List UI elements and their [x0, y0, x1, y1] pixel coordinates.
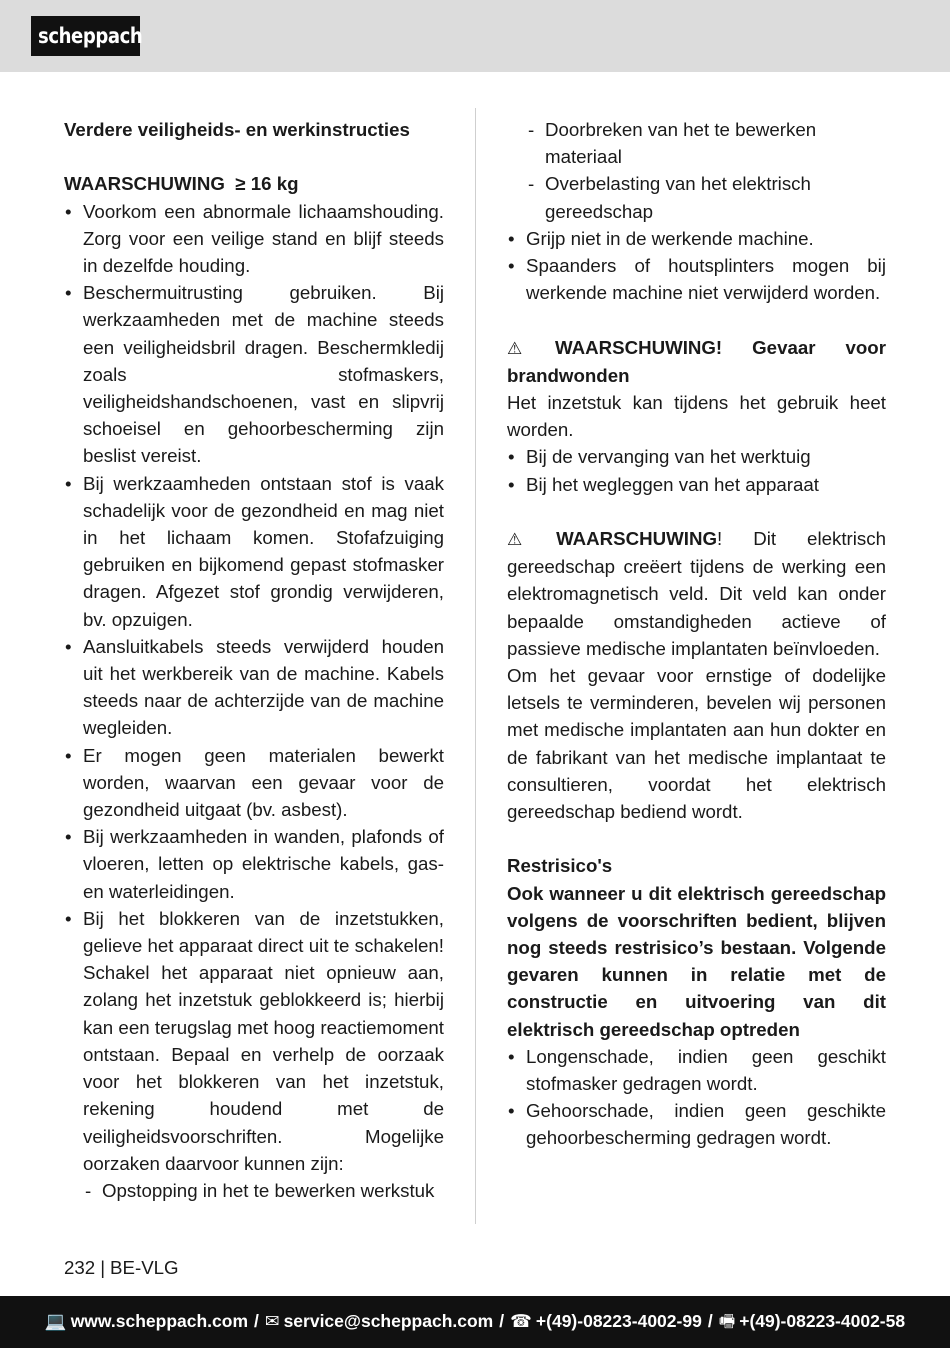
burn-bullet-list	[507, 443, 886, 497]
list-item: • Bij werkzaamheden in wanden, plafonds of vloeren, letten op elektrische kabels, gas- en waterleidingen.	[64, 823, 444, 905]
list-item: • Bij het blokkeren van de inzetstukken, gelieve het apparaat direct uit te schakelen! Schakel het apparaat niet opnieuw aan, zolang het inzetstuk geblokkeerd is; hierbij kan een terugslag met hoog reactiemoment ontstaan. Bepaal en verhelp de oorzaak voor het blokkeren van het inzetstuk, rekening houdend met de veiligheidsvoorschriften. Mogelijke oorzaken daarvoor kunnen zijn:	[64, 905, 444, 1177]
list-item: - Opstopping in het te bewerken werkstuk	[83, 1177, 444, 1204]
fax-number: +(49)-08223-4002-58	[739, 1311, 906, 1331]
section-heading: Verdere veiligheids- en werkinstructies	[64, 119, 410, 140]
list-item: • Spaanders of houtsplinters mogen bij werkende machine niet verwijderd worden.	[507, 252, 886, 306]
page-number: 232 | BE-VLG	[64, 1257, 179, 1278]
list-item: • Er mogen geen materialen bewerkt worden, waarvan een gevaar voor de gezondheid uitgaat (bv. asbest).	[64, 742, 444, 824]
left-column	[64, 116, 444, 1204]
safety-bullet-list-continued	[507, 225, 886, 307]
burn-warning-text: Het inzetstuk kan tijdens het gebruik heet worden.	[507, 392, 886, 441]
page-footer: 💻 www.scheppach.com / ✉ service@scheppach.com / ☎ +(49)-08223-4002-99 / 🖷 +(49)-08223-4002-58	[0, 1296, 950, 1348]
warning-weight-title: WAARSCHUWING ≥ 16 kg	[64, 173, 299, 195]
list-item: • Bij de vervanging van het werktuig	[507, 443, 886, 470]
fax-icon: 🖷	[718, 1311, 736, 1331]
website-link[interactable]: www.scheppach.com	[70, 1311, 249, 1331]
list-item: • Aansluitkabels steeds verwijderd houden uit het werkbereik van de machine. Kabels steeds naar de achterzijde van de machine wegleiden.	[64, 633, 444, 742]
em-warning-advice: Om het gevaar voor ernstige of dodelijke letsels te verminderen, bevelen wij personen met medische implantaten aan hun dokter en de fabrikant van het medische implantaat te consultieren, voordat het elektrisch gereedschap bediend wordt.	[507, 665, 886, 823]
warning-triangle-icon: ⚠	[507, 530, 549, 550]
list-item: • Beschermuitrusting gebruiken. Bij werkzaamheden met de machine steeds een veiligheidsbril dragen. Beschermkledij zoals stofmaskers, veiligheidshandschoenen, vast en slipvrij schoeisel en gehoorbescherming zijn beslist vereist.	[64, 279, 444, 469]
burn-warning-title: ⚠ WAARSCHUWING! Gevaar voor brandwonden	[507, 336, 886, 386]
page-header	[0, 0, 950, 72]
computer-icon: 💻	[44, 1311, 67, 1331]
phone-number: +(49)-08223-4002-99	[535, 1311, 702, 1331]
list-item: • Bij het wegleggen van het apparaat	[507, 471, 886, 498]
warning-triangle-icon: ⚠	[507, 338, 548, 358]
email-link[interactable]: service@scheppach.com	[283, 1311, 494, 1331]
mail-icon: ✉	[264, 1311, 280, 1331]
list-item: • Grijp niet in de werkende machine.	[507, 225, 886, 252]
residual-risks-intro: Ook wanneer u dit elektrisch gereedschap volgens de voorschriften bedient, blijven nog steeds restrisico’s bestaan. Volgende gevaren kunnen in relatie met de constructie en uitvoering van dit elektrisch gereedschap optreden	[507, 882, 886, 1040]
list-item: • Gehoorschade, indien geen geschikte gehoorbescherming gedragen wordt.	[507, 1097, 886, 1151]
list-item: • Voorkom een abnormale lichaamshouding. Zorg voor een veilige stand en blijf steeds in dezelfde houding.	[64, 198, 444, 280]
list-item: • Longenschade, indien geen geschikt stofmasker gedragen wordt.	[507, 1043, 886, 1097]
list-item: - Doorbreken van het te bewerken materiaal	[526, 116, 886, 170]
cause-dash-list-continued	[507, 116, 886, 225]
em-warning: ⚠ WAARSCHUWING! Dit elektrisch gereedschap creëert tijdens de werking een elektromagnetisch veld. Dit veld kan onder bepaalde omstandigheden actieve of passieve medische implantaten beïnvloeden.	[507, 528, 886, 659]
list-item: - Overbelasting van het elektrisch gereedschap	[526, 170, 886, 224]
residual-risks-list	[507, 1043, 886, 1152]
right-column	[507, 116, 886, 1152]
list-item: • Bij werkzaamheden ontstaan stof is vaak schadelijk voor de gezondheid en mag niet in het lichaam komen. Stofafzuiging gebruiken en bijkomend gepast stofmasker dragen. Afgezet stof grondig verwijderen, bv. opzuigen.	[64, 470, 444, 633]
scheppach-logo: scheppach	[31, 16, 140, 56]
safety-bullet-list	[64, 198, 444, 1177]
cause-dash-list	[64, 1177, 444, 1204]
column-divider	[475, 108, 476, 1224]
phone-icon: ☎	[510, 1311, 532, 1331]
residual-risks-title: Restrisico's	[507, 855, 613, 877]
